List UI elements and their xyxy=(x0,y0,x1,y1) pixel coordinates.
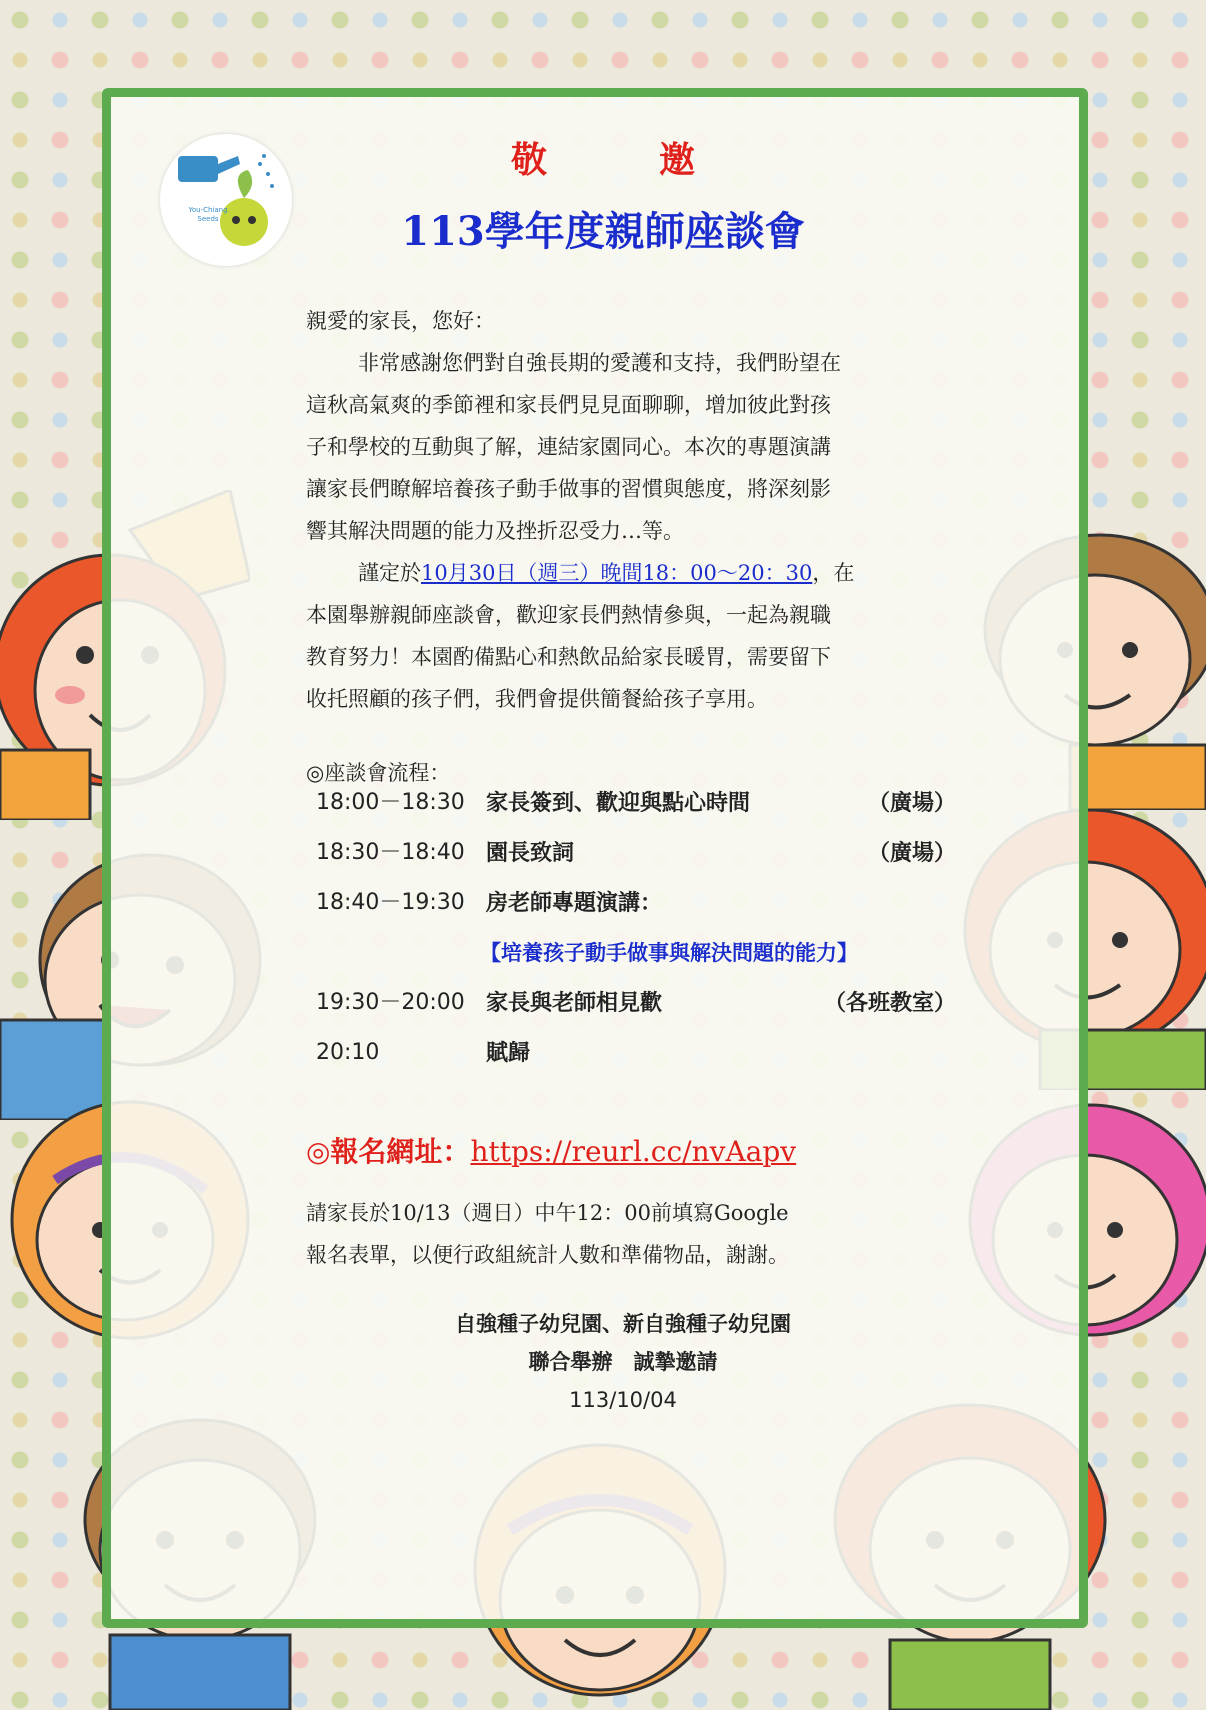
agenda-time: 18:40－19:30 xyxy=(316,890,465,915)
schedule-paragraph xyxy=(306,552,940,720)
agenda-item xyxy=(316,783,956,833)
registration-note xyxy=(306,1192,940,1276)
schedule-lead: 謹定於 xyxy=(358,561,421,585)
schedule-tail: ，在 xyxy=(812,561,855,585)
issue-date: 113/10/04 xyxy=(569,1388,677,1412)
schedule-line: 本園舉辦親師座談會，歡迎家長們熱情參與，一起為親職 xyxy=(306,603,831,627)
event-title: 113學年度親師座談會 xyxy=(401,208,805,255)
invitation-title: 敬 邀 xyxy=(510,139,733,181)
agenda-title: ◎座談會流程： xyxy=(306,761,451,785)
registration-heading xyxy=(306,1130,796,1170)
agenda-item xyxy=(316,883,956,933)
registration-note-line: 報名表單，以便行政組統計人數和準備物品，謝謝。 xyxy=(306,1243,789,1267)
organizers: 自強種子幼兒園、新自強種子幼兒園 xyxy=(455,1311,791,1336)
intro-line: 這秋高氣爽的季節裡和家長們見見面聊聊，增加彼此對孩 xyxy=(306,393,831,417)
logo-text: You-Chiang Seeds xyxy=(188,206,228,223)
agenda-time: 18:30－18:40 xyxy=(316,840,465,865)
agenda-item xyxy=(316,1033,956,1083)
closing: 聯合舉辦 誠摯邀請 xyxy=(528,1349,718,1374)
registration-note-line: 請家長於10/13（週日）中午12：00前填寫Google xyxy=(306,1201,789,1225)
intro-line: 響其解決問題的能力及挫折忍受力…等。 xyxy=(306,519,684,543)
agenda-time: 19:30－20:00 xyxy=(316,990,465,1015)
agenda-time: 20:10 xyxy=(316,1040,380,1065)
event-datetime: 10月30日（週三）晚間18：00～20：30 xyxy=(421,561,813,585)
agenda-event: 賦歸 xyxy=(486,1040,531,1066)
agenda-list xyxy=(316,783,956,1083)
intro-paragraph xyxy=(306,342,940,552)
registration-label: ◎報名網址： xyxy=(306,1135,471,1168)
intro-line: 讓家長們瞭解培養孩子動手做事的習慣與態度，將深刻影 xyxy=(306,477,831,501)
agenda-place: （廣場） xyxy=(867,790,956,816)
schedule-line: 收托照顧的孩子們，我們會提供簡餐給孩子享用。 xyxy=(306,687,768,711)
intro-line: 非常感謝您們對自強長期的愛護和支持，我們盼望在 xyxy=(358,351,841,375)
agenda-event: 家長與老師相見歡 xyxy=(486,990,663,1016)
lecture-topic: 【培養孩子動手做事與解決問題的能力】 xyxy=(480,940,858,965)
agenda-time: 18:00－18:30 xyxy=(316,790,465,815)
agenda-place: （廣場） xyxy=(867,840,956,866)
agenda-event: 家長簽到、歡迎與點心時間 xyxy=(486,790,751,816)
agenda-place: （各班教室） xyxy=(823,990,956,1016)
agenda-event: 房老師專題演講： xyxy=(486,890,663,916)
agenda-event: 園長致詞 xyxy=(486,840,575,866)
agenda-item xyxy=(316,833,956,883)
signature-block xyxy=(306,1305,940,1419)
agenda-topic-row xyxy=(316,933,956,983)
agenda-item xyxy=(316,983,956,1033)
schedule-line: 教育努力！本園酌備點心和熱飲品給家長暖胃，需要留下 xyxy=(306,645,831,669)
greeting: 親愛的家長，您好： xyxy=(306,309,495,333)
registration-link[interactable]: https://reurl.cc/nvAapv xyxy=(470,1135,797,1168)
intro-line: 子和學校的互動與了解，連結家園同心。本次的專題演講 xyxy=(306,435,831,459)
